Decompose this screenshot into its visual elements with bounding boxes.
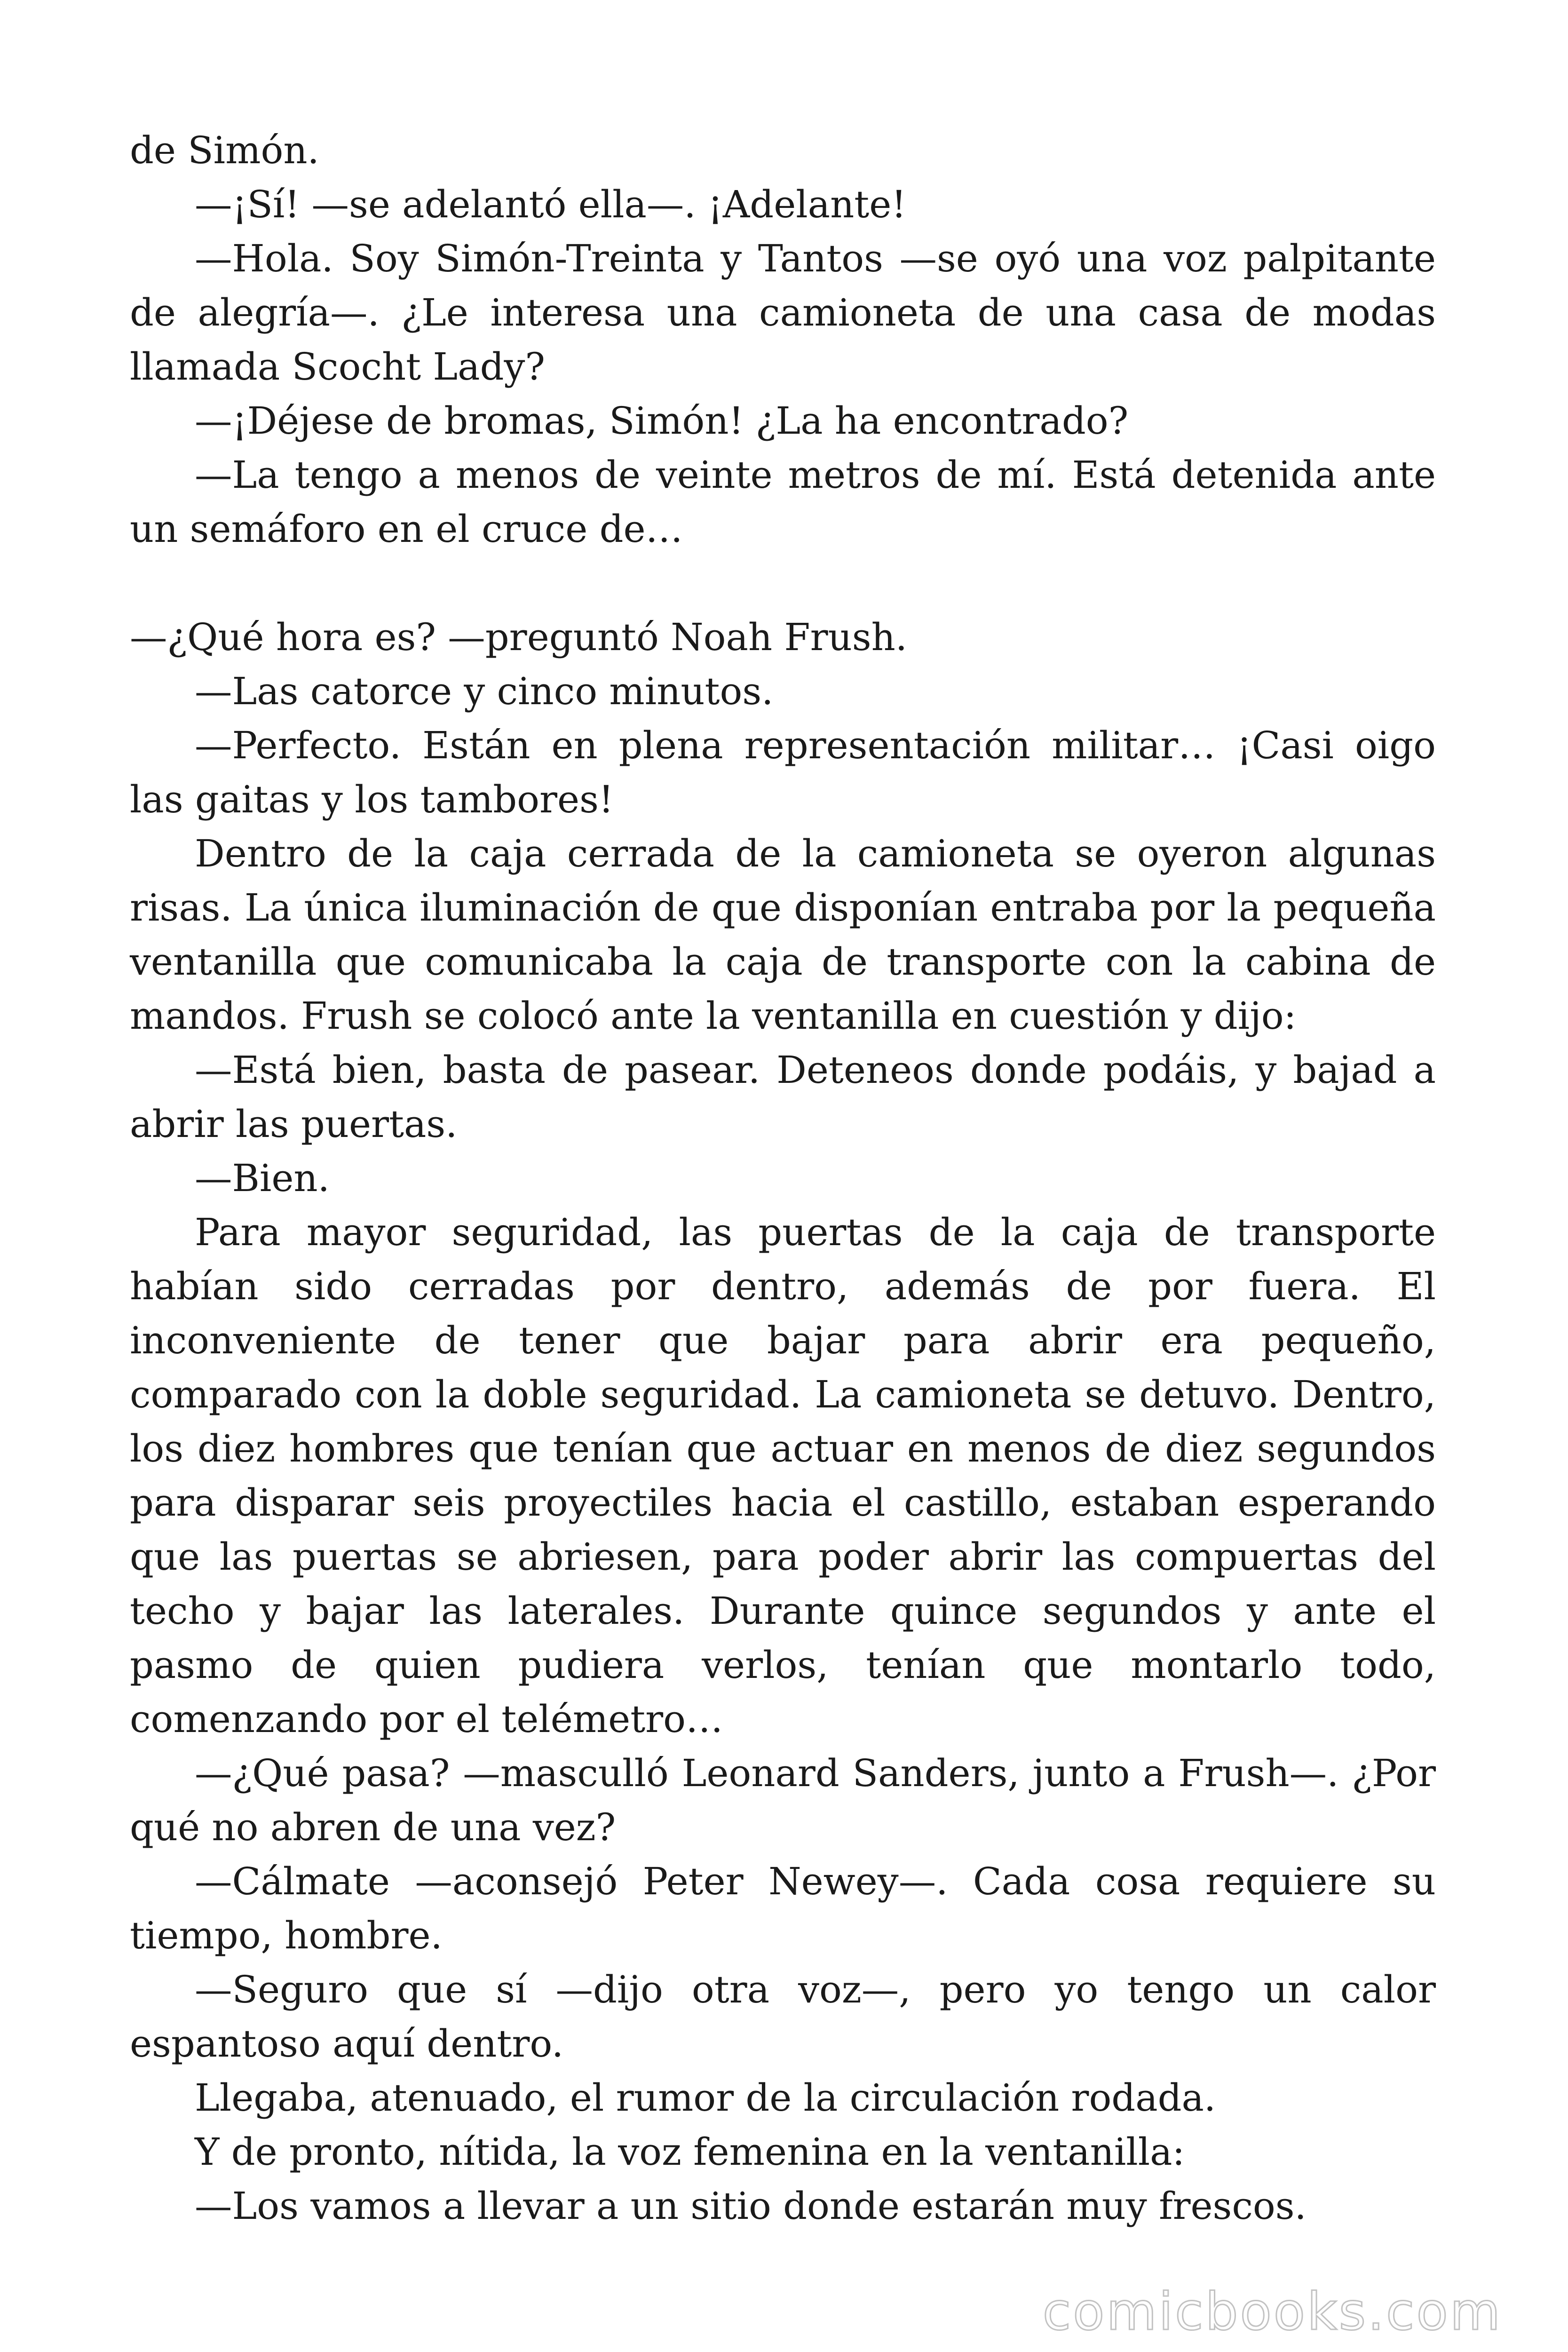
paragraph: —Bien. bbox=[195, 1156, 330, 1200]
paragraph: —Seguro que sí —dijo otra voz—, pero yo tengo un calor espantoso aquí dentro. bbox=[130, 1968, 1436, 2066]
paragraph: —Los vamos a llevar a un sitio donde estarán muy frescos. bbox=[195, 2184, 1307, 2228]
paragraph: —Está bien, basta de pasear. Deteneos donde podáis, y bajad a abrir las puertas. bbox=[130, 1048, 1436, 1146]
text-block-before-break bbox=[130, 123, 1436, 556]
watermark: comicbooks.com bbox=[1042, 2281, 1502, 2342]
paragraph: —Hola. Soy Simón-Treinta y Tantos —se oyó una voz palpitante de alegría—. ¿Le interesa una camioneta de una casa de modas llamada Scocht Lady? bbox=[130, 237, 1436, 389]
paragraph: Y de pronto, nítida, la voz femenina en la ventanilla: bbox=[195, 2130, 1185, 2174]
paragraph: Dentro de la caja cerrada de la camioneta se oyeron algunas risas. La única iluminación de que disponían entraba por la pequeña ventanilla que comunicaba la caja de transporte con la cabina de mandos. Frush se colocó ante la ventanilla en cuestión y dijo: bbox=[130, 832, 1436, 1038]
paragraph: —Cálmate —aconsejó Peter Newey—. Cada cosa requiere su tiempo, hombre. bbox=[130, 1859, 1436, 1957]
paragraph: de Simón. bbox=[130, 128, 319, 172]
page-body bbox=[130, 123, 1436, 2233]
section-break bbox=[130, 556, 1436, 610]
paragraph: —¿Qué hora es? —preguntó Noah Frush. bbox=[130, 615, 908, 659]
paragraph: —La tengo a menos de veinte metros de mí. Está detenida ante un semáforo en el cruce de… bbox=[130, 453, 1436, 551]
paragraph: Para mayor seguridad, las puertas de la caja de transporte habían sido cerradas por dentro, además de por fuera. El inconveniente de tener que bajar para abrir era pequeño, comparado con la doble seguridad. La camioneta se detuvo. Dentro, los diez hombres que tenían que actuar en menos de diez segundos para disparar seis proyectiles hacia el castillo, estaban esperando que las puertas se abriesen, para poder abrir las compuertas del techo y bajar las laterales. Durante quince segundos y ante el pasmo de quien pudiera verlos, tenían que montarlo todo, comenzando por el telémetro… bbox=[130, 1210, 1436, 1741]
paragraph: —¿Qué pasa? —masculló Leonard Sanders, junto a Frush—. ¿Por qué no abren de una vez? bbox=[130, 1751, 1436, 1849]
paragraph: Llegaba, atenuado, el rumor de la circulación rodada. bbox=[195, 2076, 1216, 2120]
paragraph: —Las catorce y cinco minutos. bbox=[195, 669, 774, 713]
paragraph: —¡Sí! —se adelantó ella—. ¡Adelante! bbox=[195, 183, 907, 226]
paragraph: —¡Déjese de bromas, Simón! ¿La ha encontrado? bbox=[195, 399, 1129, 443]
paragraph: —Perfecto. Están en plena representación militar… ¡Casi oigo las gaitas y los tambores! bbox=[130, 723, 1436, 821]
text-block-after-break bbox=[130, 610, 1436, 2233]
